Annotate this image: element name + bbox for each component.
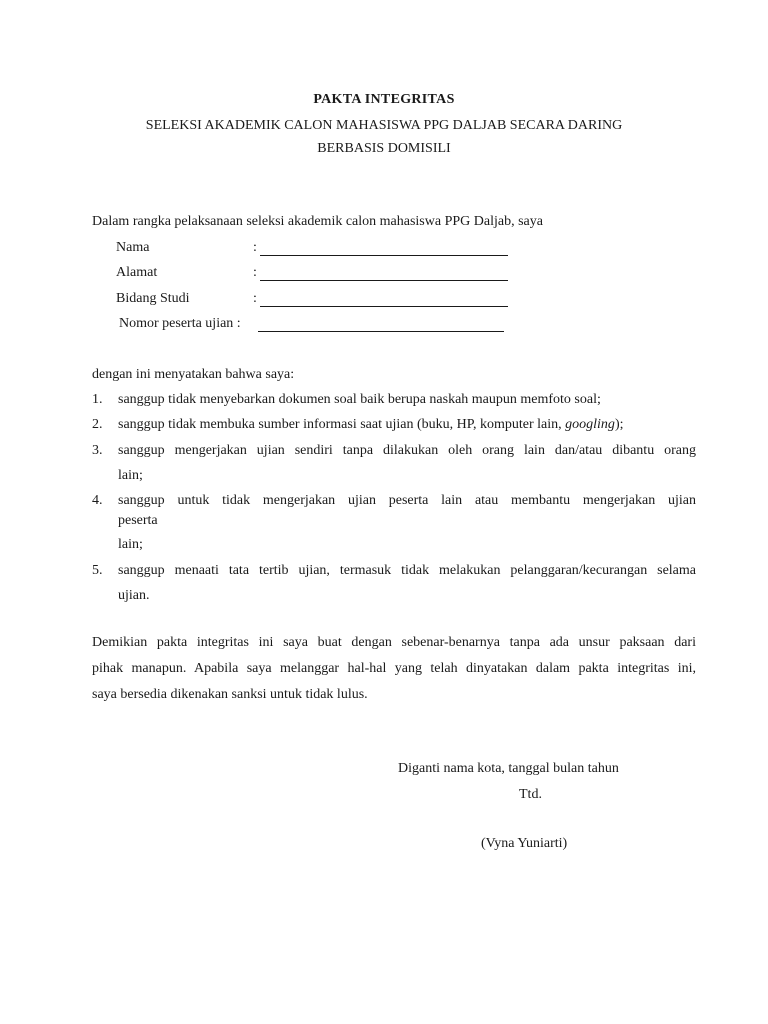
- document-subtitle-line2: BERBASIS DOMISILI: [317, 141, 451, 156]
- field-label: Nama: [116, 240, 150, 255]
- closing-line: Demikian pakta integritas ini saya buat dengan sebenar-benarnya tanpa ada unsur paksaan dari: [92, 635, 696, 650]
- item-text: [118, 417, 624, 433]
- nama-blank-line: [260, 255, 508, 256]
- field-colon: :: [253, 265, 257, 280]
- signature-ttd: Ttd.: [519, 787, 542, 802]
- closing-line: pihak manapun. Apabila saya melanggar hal-hal yang telah dinyatakan dalam pakta integritas ini,: [92, 661, 696, 676]
- closing-paragraph: [92, 630, 696, 708]
- item-text-wrap: peserta: [118, 513, 158, 528]
- item-text: sanggup menaati tata tertib ujian, termasuk tidak melakukan pelanggaran/kecurangan selama: [118, 563, 696, 578]
- item-number: 2.: [92, 417, 103, 432]
- item-number: 4.: [92, 493, 103, 508]
- nomor-peserta-blank-line: [258, 331, 504, 332]
- item-text: sanggup tidak menyebarkan dokumen soal baik berupa naskah maupun memfoto soal;: [118, 392, 601, 407]
- field-colon: :: [253, 291, 257, 306]
- statement-intro: dengan ini menyatakan bahwa saya:: [92, 367, 295, 382]
- item-text: sanggup mengerjakan ujian sendiri tanpa dilakukan oleh orang lain dan/atau dibantu orang: [118, 443, 696, 458]
- intro-text: Dalam rangka pelaksanaan seleksi akademik calon mahasiswa PPG Daljab, saya: [92, 214, 543, 229]
- closing-line: saya bersedia dikenakan sanksi untuk tidak lulus.: [92, 687, 368, 702]
- alamat-blank-line: [260, 280, 508, 281]
- bidang-studi-blank-line: [260, 306, 508, 307]
- field-label: Nomor peserta ujian :: [119, 316, 241, 331]
- document-title: PAKTA INTEGRITAS: [313, 92, 455, 107]
- signature-name: (Vyna Yuniarti): [481, 836, 568, 851]
- item-text-after: );: [614, 417, 624, 432]
- item-number: 1.: [92, 392, 103, 407]
- signature-place-date: Diganti nama kota, tanggal bulan tahun: [398, 761, 619, 776]
- field-label: Alamat: [116, 265, 158, 280]
- item-number: 5.: [92, 563, 103, 578]
- field-colon: :: [253, 240, 257, 255]
- item-text-italic: googling: [565, 417, 615, 432]
- item-text-continuation: lain;: [118, 537, 143, 552]
- document-subtitle-line1: SELEKSI AKADEMIK CALON MAHASISWA PPG DALJAB SECARA DARING: [145, 118, 623, 133]
- item-text-before: sanggup tidak membuka sumber informasi saat ujian (buku, HP, komputer lain,: [118, 417, 566, 432]
- item-text: sanggup untuk tidak mengerjakan ujian peserta lain atau membantu mengerjakan ujian: [118, 493, 696, 508]
- item-number: 3.: [92, 443, 103, 458]
- item-text-continuation: ujian.: [118, 588, 150, 603]
- field-label: Bidang Studi: [116, 291, 190, 306]
- item-text-continuation: lain;: [118, 468, 143, 483]
